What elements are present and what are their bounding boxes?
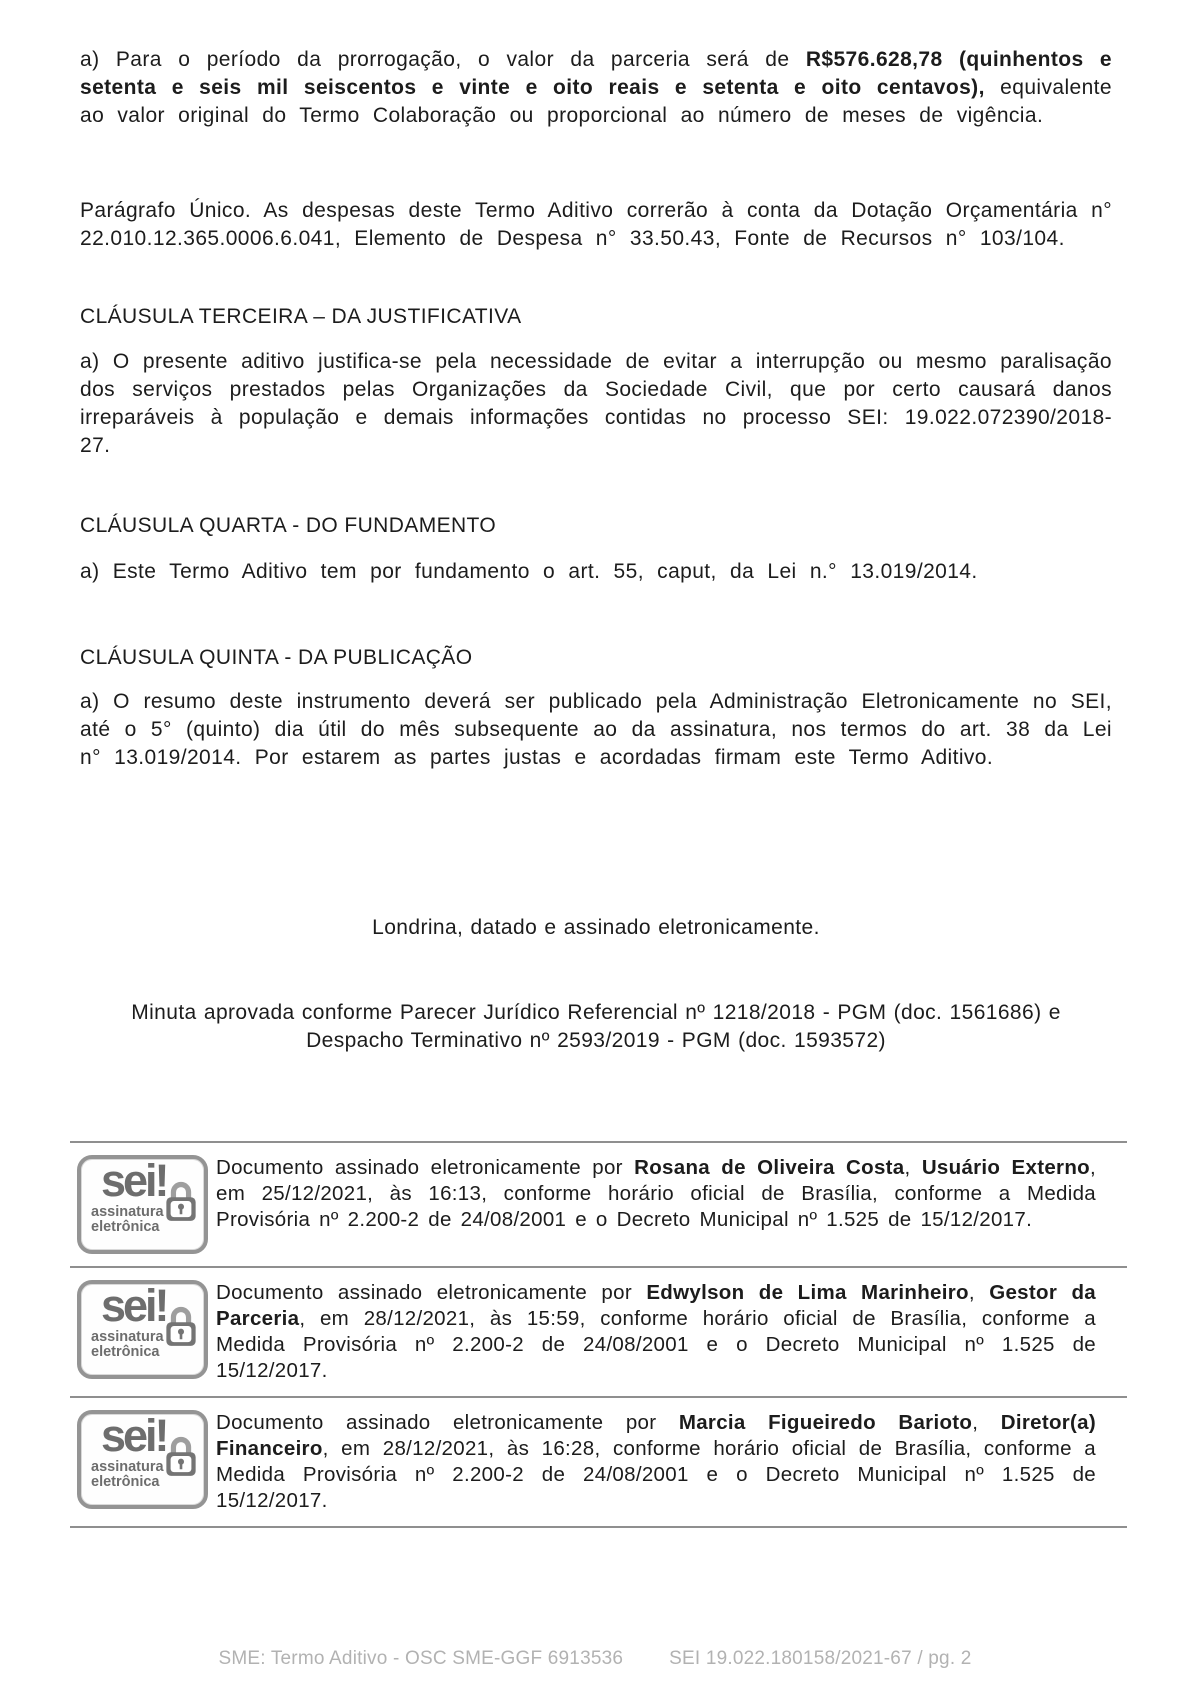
signature-intro: Documento assinado eletronicamente por [216,1281,647,1304]
signature-date-label: , em [322,1437,383,1460]
signature-intro: Documento assinado eletronicamente por [216,1411,679,1434]
paragraph-clausula-terceira-a: a) O presente aditivo justifica-se pela necessidade de evitar a interrupção ou mesmo paralisação dos serviços prestados pelas Organizações da Sociedade Civil, que por certo causará danos irreparáveis à população e demais informações contidas no processo SEI: 19.022.072390/2018-27. [80,350,1112,457]
padlock-icon [164,1179,198,1224]
signature-legal-text: , conforme horário oficial de Brasília, conforme a Medida Provisória nº 2.200-2 de 24/08/2001 e o Decreto Municipal nº 1.525 de 15/12/2017. [216,1307,1096,1382]
signature-text [216,1155,1096,1233]
signature-section [70,1141,1127,1528]
heading-clausula-terceira: CLÁUSULA TERCEIRA – DA JUSTIFICATIVA [80,305,522,328]
paragraph-prorrogacao [80,46,1112,130]
stamp-caption-line1: assinatura [91,1459,164,1475]
signature-block [70,1396,1127,1526]
signature-date: 28/12/2021 [382,1437,489,1460]
stamp-caption-line2: eletrônica [91,1474,160,1490]
signature-block [70,1141,1127,1266]
footer-sei-number: SEI 19.022.180158/2021-67 / pg. 2 [669,1648,972,1669]
paragraph-clausula-quarta-a: a) Este Termo Aditivo tem por fundamento o art. 55, caput, da Lei n.° 13.019/2014. [80,560,978,583]
signature-date: 25/12/2021 [261,1182,368,1205]
prorrogacao-text-end: equivalente ao valor original do Termo Colaboração ou proporcional ao número de meses de vigência. [80,76,1112,127]
signature-separator: , [904,1156,922,1179]
signer-name: Edwylson de Lima Marinheiro [646,1281,969,1304]
signature-legal-text: , conforme horário oficial de Brasília, conforme a Medida Provisória nº 2.200-2 de 24/08/2001 e o Decreto Municipal nº 1.525 de 15/12/2017. [216,1182,1096,1231]
padlock-icon [164,1304,198,1349]
signature-city-line: Londrina, datado e assinado eletronicamente. [372,916,820,939]
signature-text [216,1410,1096,1514]
sei-signature-stamp [77,1155,208,1254]
signature-time: 16:13 [428,1182,482,1205]
signature-block [70,1266,1127,1396]
signature-time: 15:59 [526,1307,580,1330]
signer-role: Gestor da Parceria [216,1281,1096,1330]
stamp-caption-line2: eletrônica [91,1344,160,1360]
signer-role: Usuário Externo [921,1156,1090,1179]
signature-text [216,1280,1096,1384]
signer-name: Marcia Figueiredo Barioto [678,1411,973,1434]
prorrogacao-text-start: a) Para o período da prorrogação, o valor da parceria será de [80,48,806,71]
footer-document-id: SME: Termo Aditivo - OSC SME-GGF 6913536 [218,1648,624,1669]
signature-time: 16:28 [541,1437,595,1460]
sei-logo: sei! [101,1155,167,1206]
signature-date-label: , em [216,1156,1096,1205]
paragraph-clausula-quinta-a: a) O resumo deste instrumento deverá ser publicado pela Administração Eletronicamente no SEI, até o 5° (quinto) dia útil do mês subsequente ao da assinatura, nos termos do art. 38 da Lei n° 13.019/2014. Por estarem as partes justas e acordadas firmam este Termo Aditivo. [80,690,1112,769]
signer-role: Diretor(a) Financeiro [216,1411,1096,1460]
heading-clausula-quinta: CLÁUSULA QUINTA - DA PUBLICAÇÃO [80,646,473,669]
minuta-approval-line: Minuta aprovada conforme Parecer Jurídico Referencial nº 1218/2018 - PGM (doc. 1561686) e Despacho Terminativo nº 2593/2019 - PGM (doc. 1593572) [131,1001,1061,1052]
signature-time-label: , às [488,1437,542,1460]
signature-separator: , [968,1281,990,1304]
signature-time-label: , às [367,1182,429,1205]
signer-name: Rosana de Oliveira Costa [634,1156,905,1179]
sei-logo: sei! [101,1280,167,1331]
padlock-icon [164,1434,198,1479]
heading-clausula-quarta: CLÁUSULA QUARTA - DO FUNDAMENTO [80,514,497,537]
stamp-caption-line2: eletrônica [91,1219,160,1235]
prorrogacao-value-bold: R$576.628,78 (quinhentos e setenta e seis mil seiscentos e vinte e oito reais e setenta e oito centavos), [80,48,1113,99]
sei-signature-stamp [77,1280,208,1379]
signature-intro: Documento assinado eletronicamente por [216,1156,635,1179]
stamp-caption-line1: assinatura [91,1329,164,1345]
sei-signature-stamp [77,1410,208,1509]
signature-legal-text: , conforme horário oficial de Brasília, conforme a Medida Provisória nº 2.200-2 de 24/08/2001 e o Decreto Municipal nº 1.525 de 15/12/2017. [216,1437,1096,1512]
page-footer [0,1648,1190,1670]
signature-time-label: , às [469,1307,527,1330]
signature-date-label: , em [299,1307,364,1330]
stamp-caption-line1: assinatura [91,1204,164,1220]
paragraph-paragrafo-unico: Parágrafo Único. As despesas deste Termo Aditivo correrão à conta da Dotação Orçamentária n° 22.010.12.365.0006.6.041, Elemento de Despesa n° 33.50.43, Fonte de Recursos n° 103/104. [80,199,1112,250]
sei-logo: sei! [101,1410,167,1461]
signature-separator: , [972,1411,1001,1434]
signature-date: 28/12/2021 [363,1307,470,1330]
